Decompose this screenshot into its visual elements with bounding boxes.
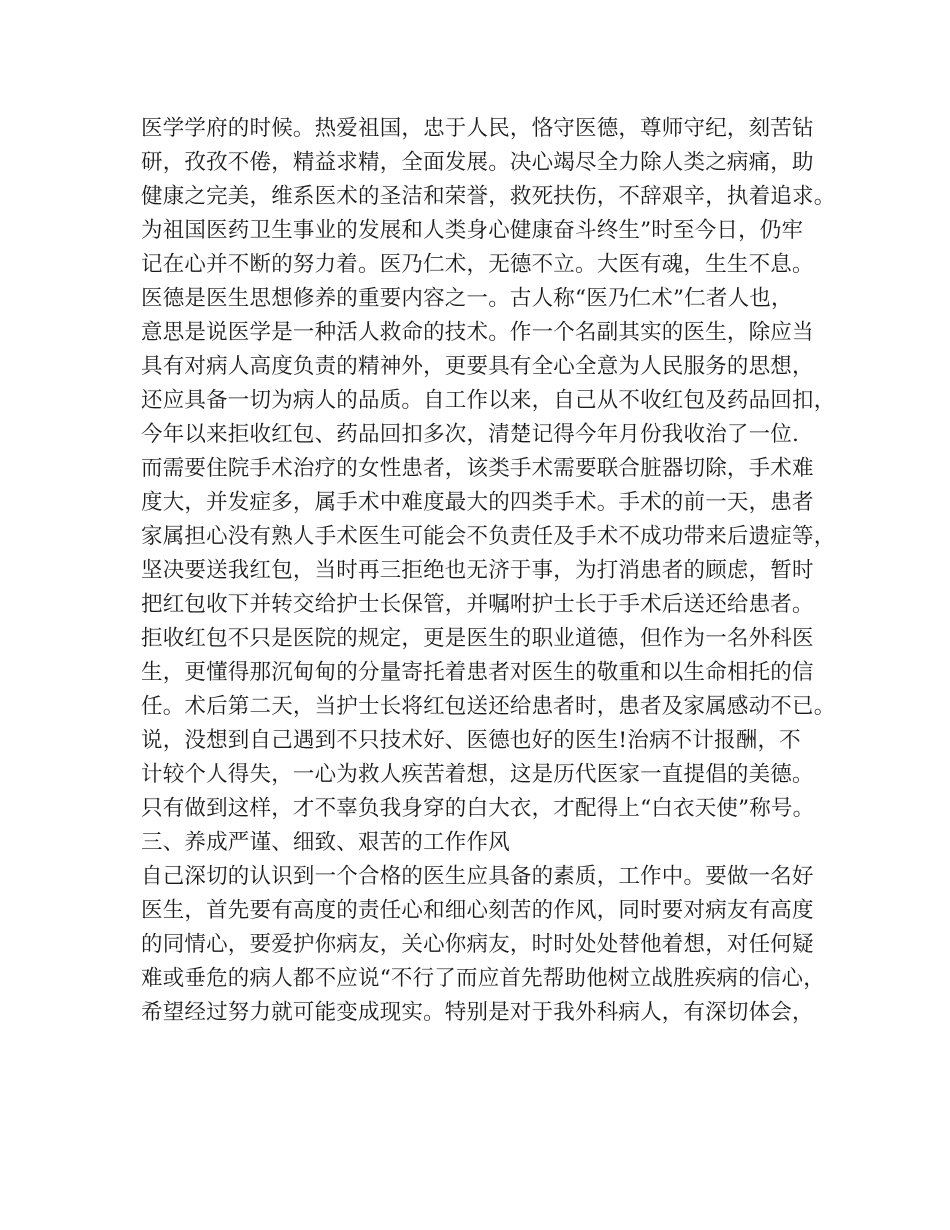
text-line: 只有做到这样，才不辜负我身穿的白大衣，才配得上“白衣天使”称号。 (141, 796, 815, 821)
text-line: 健康之完美，维系医术的圣洁和荣誉，救死扶伤，不辞艰辛，执着追求。 (141, 184, 836, 209)
section-heading: 三、养成严谨、细致、艰苦的工作作风 (141, 830, 510, 855)
document-body (141, 112, 841, 1030)
text-line: 自己深切的认识到一个合格的医生应具备的素质，工作中。要做一名好 (141, 864, 814, 889)
text-line: 任。术后第二天，当护士长将红包送还给患者时，患者及家属感动不已。 (141, 694, 836, 719)
text-line: 意思是说医学是一种活人救命的技术。作一个名副其实的医生，除应当 (141, 320, 814, 345)
text-line: 家属担心没有熟人手术医生可能会不负责任及手术不成功带来后遗症等， (141, 524, 836, 549)
text-line: 拒收红包不只是医院的规定，更是医生的职业道德，但作为一名外科医 (141, 626, 814, 651)
text-line: 生，更懂得那沉甸甸的分量寄托着患者对医生的敬重和以生命相托的信 (141, 660, 814, 685)
text-line: 记在心并不断的努力着。医乃仁术，无德不立。大医有魂，生生不息。 (141, 252, 814, 277)
text-line: 计较个人得失，一心为救人疾苦着想，这是历代医家一直提倡的美德。 (141, 762, 814, 787)
text-line: 希望经过努力就可能变成现实。特别是对于我外科病人，有深切体会， (141, 1000, 814, 1025)
text-line: 医生，首先要有高度的责任心和细心刻苦的作风，同时要对病友有高度 (141, 898, 814, 923)
text-line: 具有对病人高度负责的精神外，更要具有全心全意为人民服务的思想， (141, 354, 814, 379)
text-line: 研，孜孜不倦，精益求精，全面发展。决心竭尽全力除人类之病痛，助 (141, 150, 814, 175)
text-line: 的同情心，要爱护你病友，关心你病友，时时处处替他着想，对任何疑 (141, 932, 814, 957)
text-line: 为祖国医药卫生事业的发展和人类身心健康奋斗终生”时至今日，仍牢 (141, 218, 804, 243)
text-line: 度大，并发症多，属手术中难度最大的四类手术。手术的前一天，患者 (141, 490, 814, 515)
text-line: 说，没想到自己遇到不只技术好、医德也好的医生!治病不计报酬，不 (141, 728, 801, 753)
text-line: 医德是医生思想修养的重要内容之一。古人称“医乃仁术”仁者人也， (141, 286, 793, 311)
text-line: 医学学府的时候。热爱祖国，忠于人民，恪守医德，尊师守纪，刻苦钻 (141, 116, 814, 141)
text-line: 坚决要送我红包，当时再三拒绝也无济于事，为打消患者的顾虑，暂时 (141, 558, 814, 583)
text-line: 难或垂危的病人都不应说“不行了而应首先帮助他树立战胜疾病的信心， (141, 966, 825, 991)
text-line: 把红包收下并转交给护士长保管，并嘱咐护士长于手术后送还给患者。 (141, 592, 814, 617)
text-line: 而需要住院手术治疗的女性患者，该类手术需要联合脏器切除，手术难 (141, 456, 814, 481)
text-line: 今年以来拒收红包、药品回扣多次，清楚记得今年月份我收治了一位. (141, 422, 800, 447)
text-line: 还应具备一切为病人的品质。自工作以来，自己从不收红包及药品回扣， (141, 388, 836, 413)
